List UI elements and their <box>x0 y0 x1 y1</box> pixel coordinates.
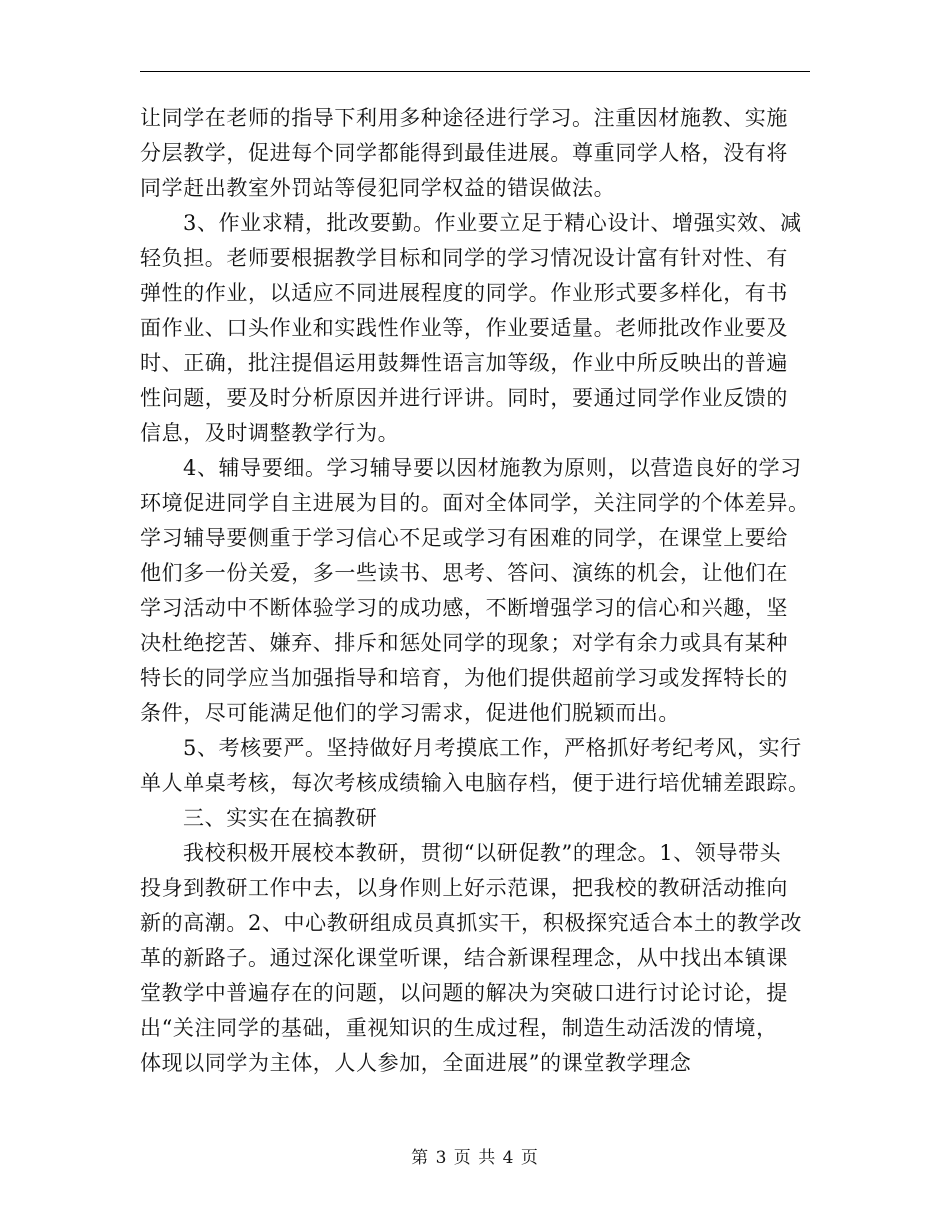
text-line: 弹性的作业，以适应不同进展程度的同学。作业形式要多样化，有书 <box>140 281 788 305</box>
text-line: 革的新路子。通过深化课堂听课，结合新课程理念，从中找出本镇课 <box>140 946 788 970</box>
text-line: 三、实实在在搞教研 <box>183 806 378 830</box>
text-line: 条件，尽可能满足他们的学习需求，促进他们脱颖而出。 <box>140 701 680 725</box>
text-line: 分层教学，促进每个同学都能得到最佳进展。尊重同学人格，没有将 <box>140 141 788 165</box>
text-line: 特长的同学应当加强指导和培育，为他们提供超前学习或发挥特长的 <box>140 666 788 690</box>
text-line: 轻负担。老师要根据教学目标和同学的学习情况设计富有针对性、有 <box>140 246 788 270</box>
text-line: 性问题，要及时分析原因并进行评讲。同时，要通过同学作业反馈的 <box>140 386 788 410</box>
text-line: 决杜绝挖苦、嫌弃、排斥和惩处同学的现象；对学有余力或具有某种 <box>140 631 788 655</box>
text-line: 投身到教研工作中去，以身作则上好示范课，把我校的教研活动推向 <box>140 876 788 900</box>
page-number: 第 3 页 共 4 页 <box>411 1148 539 1168</box>
text-line: 堂教学中普遍存在的问题，以问题的解决为突破口进行讨论讨论，提 <box>140 981 788 1005</box>
text-line: 5、考核要严。坚持做好月考摸底工作，严格抓好考纪考风，实行 <box>183 736 802 760</box>
text-line: 他们多一份关爱，多一些读书、思考、答问、演练的机会，让他们在 <box>140 561 788 585</box>
text-line: 3、作业求精，批改要勤。作业要立足于精心设计、增强实效、减 <box>183 211 802 235</box>
text-line: 新的高潮。2、中心教研组成员真抓实干，积极探究适合本土的教学改 <box>140 911 802 935</box>
text-line: 体现以同学为主体，人人参加，全面进展”的课堂教学理念 <box>140 1051 692 1075</box>
text-line: 4、辅导要细。学习辅导要以因材施教为原则，以营造良好的学习 <box>183 456 802 480</box>
text-line: 环境促进同学自主进展为目的。面对全体同学，关注同学的个体差异。 <box>140 491 810 515</box>
text-line: 我校积极开展校本教研，贯彻“以研促教”的理念。1、领导带头 <box>183 841 782 865</box>
text-line: 信息，及时调整教学行为。 <box>140 421 400 445</box>
text-line: 学习活动中不断体验学习的成功感，不断增强学习的信心和兴趣，坚 <box>140 596 788 620</box>
text-line: 单人单桌考核，每次考核成绩输入电脑存档，便于进行培优辅差跟踪。 <box>140 771 810 795</box>
text-line: 让同学在老师的指导下利用多种途径进行学习。注重因材施教、实施 <box>140 106 788 130</box>
document-body <box>140 101 815 1081</box>
text-line: 学习辅导要侧重于学习信心不足或学习有困难的同学，在课堂上要给 <box>140 526 788 550</box>
text-line: 面作业、口头作业和实践性作业等，作业要适量。老师批改作业要及 <box>140 316 788 340</box>
text-line: 同学赶出教室外罚站等侵犯同学权益的错误做法。 <box>140 176 616 200</box>
text-line: 时、正确，批注提倡运用鼓舞性语言加等级，作业中所反映出的普遍 <box>140 351 788 375</box>
header-rule <box>140 71 810 72</box>
text-line: 出“关注同学的基础，重视知识的生成过程，制造生动活泼的情境， <box>140 1016 778 1040</box>
